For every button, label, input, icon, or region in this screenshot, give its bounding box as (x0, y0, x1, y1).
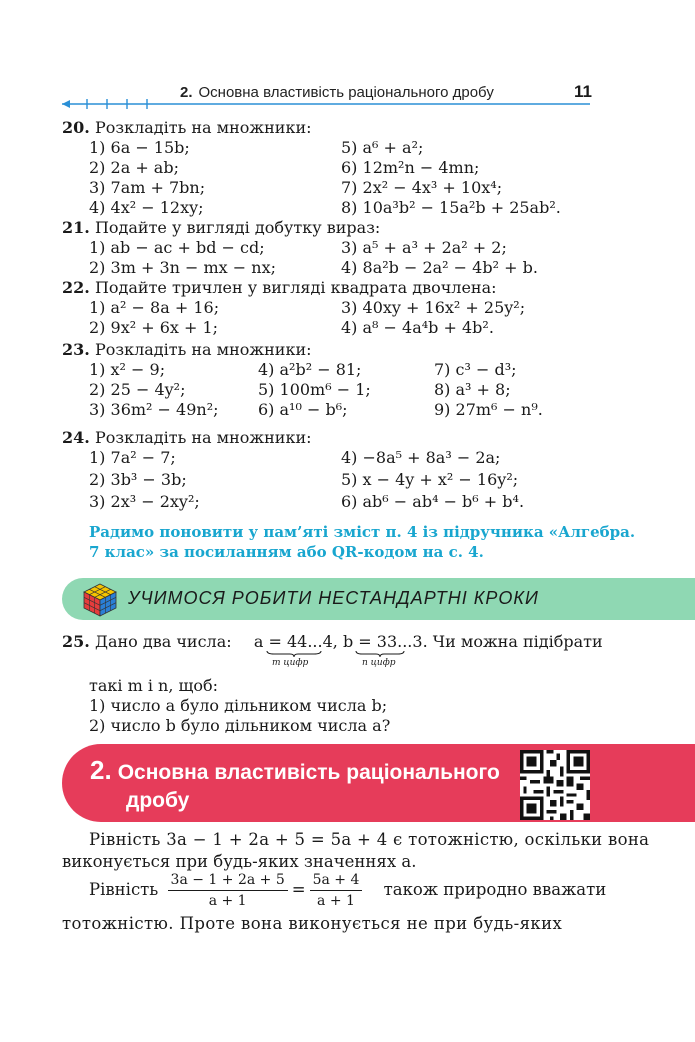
list-item: 4) a²b² − 81; (258, 360, 362, 379)
list-item: 4) a⁸ − 4a⁴b + 4b². (341, 318, 494, 337)
header-ruler (62, 97, 590, 111)
body-paragraph-1-line-1: Рівність 3a − 1 + 2a + 5 = 5a + 4 є тотожністю, оскільки вона (89, 830, 650, 849)
list-item: 6) ab⁶ − ab⁴ − b⁶ + b⁴. (341, 492, 525, 511)
exercise-22-heading: 22. Подайте тричлен у вигляді квадрата двочлена: (62, 278, 497, 297)
list-item: 4) 4x² − 12xy; (89, 198, 204, 217)
list-item: 5) a⁶ + a²; (341, 138, 424, 157)
list-item: 2) 3b³ − 3b; (89, 470, 187, 489)
list-item: 6) 12m²n − 4mn; (341, 158, 480, 177)
exercise-24-heading: 24. Розкладіть на множники: (62, 428, 312, 447)
section-title (90, 756, 500, 815)
exercise-21-heading: 21. Подайте у вигляді добутку вираз: (62, 218, 381, 237)
list-item: 2) 25 − 4y²; (89, 380, 186, 399)
list-item: 2) 2a + ab; (89, 158, 179, 177)
fraction-right: $\frac{5a + 4}{a + 1}$ (310, 870, 363, 911)
list-item: 8) a³ + 8; (434, 380, 511, 399)
exercise-20-heading: 20. Розкладіть на множники: (62, 118, 312, 137)
section-number: 2. (90, 755, 112, 785)
list-item: 3) 2x³ − 2xy²; (89, 492, 200, 511)
list-item: 2) число b було дільником числа a? (89, 716, 391, 735)
reminder-line-1: Радимо поновити у пам’яті зміст п. 4 із підручника «Алгебра. (89, 523, 636, 541)
exercise-23-heading: 23. Розкладіть на множники: (62, 340, 312, 359)
header-section-number: 2. (180, 84, 193, 101)
brace-m-label: m цифр (272, 658, 309, 668)
list-item: 4) −8a⁵ + 8a³ − 2a; (341, 448, 501, 467)
brace-m-icon (266, 650, 322, 658)
body-paragraph-2-line-1: Рівність $\frac{3a - 1 + 2a + 5}{a + 1}$ = $\frac{5a + 4}{a + 1}$ також природно вважати (89, 872, 607, 909)
exercise-25-line2: такі m і n, щоб: (89, 676, 219, 695)
nonstandard-banner-title: УЧИМОСЯ РОБИТИ НЕСТАНДАРТНІ КРОКИ (128, 588, 539, 608)
exercise-25-heading: 25. Дано два числа: a = 44...4, b = 33...3. Чи можна підібрати (62, 632, 603, 651)
reminder-line-2: 7 клас» за посиланням або QR-кодом на с. 4. (89, 543, 484, 561)
list-item: 7) 2x² − 4x³ + 10x⁴; (341, 178, 503, 197)
section-title-line-2: дробу (126, 789, 190, 812)
list-item: 1) a² − 8a + 16; (89, 298, 220, 317)
number-b: b = 33...3 (342, 632, 423, 651)
header-section-title: Основна властивість раціонального дробу (198, 84, 494, 101)
list-item: 3) 7am + 7bn; (89, 178, 206, 197)
fraction-left: $\frac{3a - 1 + 2a + 5}{a + 1}$ (168, 870, 288, 911)
list-item: 1) ab − ac + bd − cd; (89, 238, 265, 257)
list-item: 1) x² − 9; (89, 360, 166, 379)
list-item: 3) 40xy + 16x² + 25y²; (341, 298, 526, 317)
section-title-line-1: Основна властивість раціонального (117, 761, 500, 784)
brace-n-label: n цифр (362, 658, 396, 668)
body-paragraph-2-line-2: тотожністю. Проте вона виконується не при будь-яких (62, 914, 563, 933)
qr-code-icon (520, 750, 590, 820)
body-paragraph-1-line-2: виконується при будь-яких значеннях a. (62, 852, 417, 871)
list-item: 7) c³ − d³; (434, 360, 517, 379)
list-item: 4) 8a²b − 2a² − 4b² + b. (341, 258, 538, 277)
brace-n-icon (355, 650, 405, 658)
rubiks-cube-icon (82, 582, 118, 618)
list-item: 2) 9x² + 6x + 1; (89, 318, 219, 337)
list-item: 9) 27m⁶ − n⁹. (434, 400, 543, 419)
list-item: 3) a⁵ + a³ + 2a² + 2; (341, 238, 507, 257)
list-item: 8) 10a³b² − 15a²b + 25ab². (341, 198, 561, 217)
list-item: 1) 7a² − 7; (89, 448, 176, 467)
list-item: 1) число a було дільником числа b; (89, 696, 388, 715)
list-item: 6) a¹⁰ − b⁶; (258, 400, 348, 419)
list-item: 3) 36m² − 49n²; (89, 400, 219, 419)
list-item: 5) x − 4y + x² − 16y²; (341, 470, 519, 489)
list-item: 1) 6a − 15b; (89, 138, 190, 157)
list-item: 2) 3m + 3n − mx − nx; (89, 258, 276, 277)
list-item: 5) 100m⁶ − 1; (258, 380, 371, 399)
page-number: 11 (574, 82, 592, 101)
number-a: a = 44...4 (253, 632, 333, 651)
